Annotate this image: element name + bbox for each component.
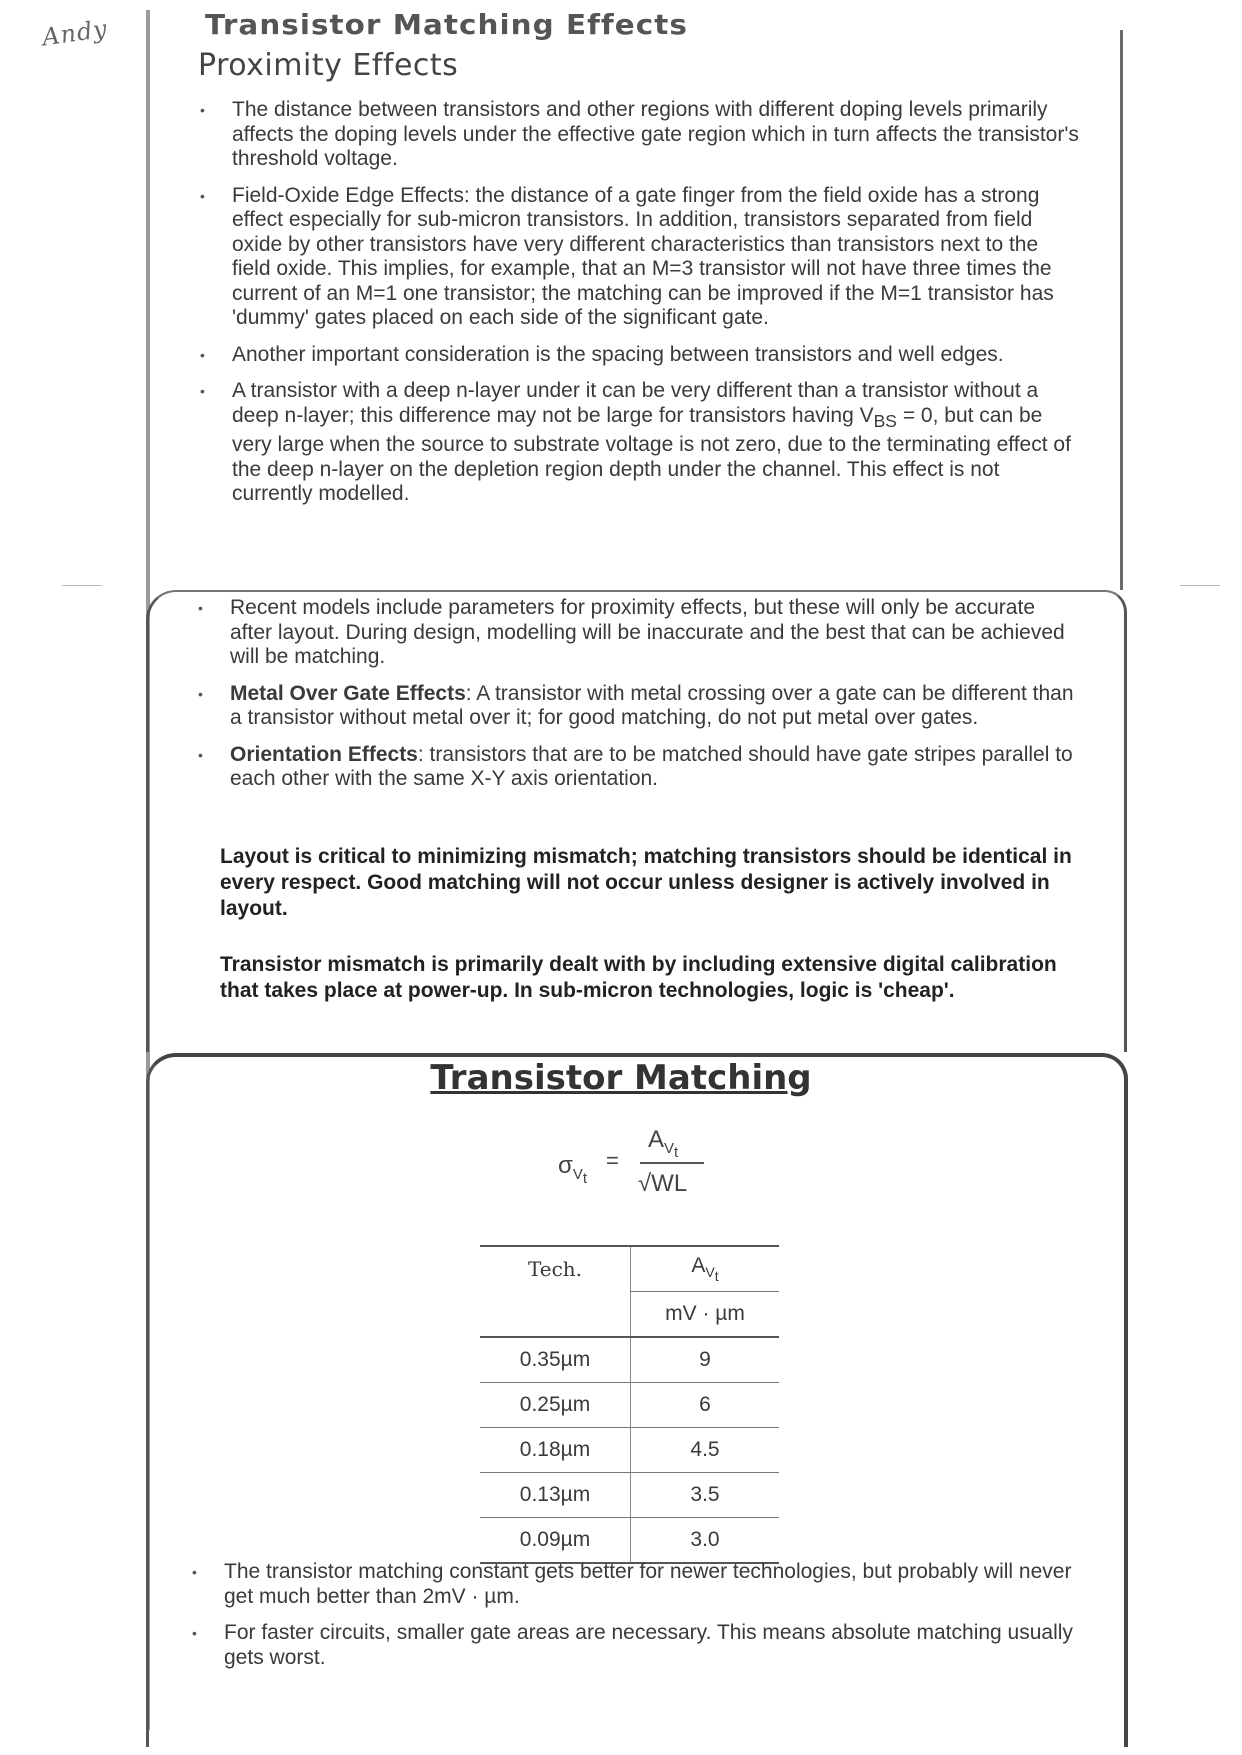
effects-bullets xyxy=(198,596,1078,804)
handwritten-note: Andy xyxy=(40,14,110,52)
proximity-bullets xyxy=(200,98,1080,519)
bullet-icon: • xyxy=(198,685,203,702)
header-tech: Tech. xyxy=(527,1257,583,1282)
table-row: 0.18µm 4.5 xyxy=(480,1428,779,1473)
header-av: $A_{V_t}$ xyxy=(631,1246,780,1292)
bullet-icon: • xyxy=(198,600,203,616)
fraction-bar xyxy=(640,1162,704,1164)
list-item: • Orientation Effects: transistors that are to be matched should have gate stripes parallel to each other with the same X-Y axis orientation. xyxy=(198,742,1073,790)
list-item: • Metal Over Gate Effects: A transistor with metal crossing over a gate can be different than a transistor without metal over it; for good matching, do not put metal over gates. xyxy=(198,681,1074,729)
table-row: 0.13µm 3.5 xyxy=(480,1473,779,1518)
scan-mark xyxy=(1180,585,1220,586)
list-item: • A transistor with a deep n-layer under it can be very different than a transistor without a deep n-layer; this difference may not be large for transistors having $V_{BS} = 0$, but can be very large when the source to substrate voltage is not zero, due to the terminating effect of the deep n-layer on the depletion region depth under the channel. This effect is not currently modelled. xyxy=(200,379,1071,506)
formula-equals: = xyxy=(606,1148,619,1173)
right-border-top xyxy=(1120,30,1123,590)
layout-paragraph: Layout is critical to minimizing mismatch; matching transistors should be identical in every respect. Good matching will not occur unless designer is actively involved in layout. xyxy=(220,845,1072,920)
table-unit-row xyxy=(480,1292,779,1338)
mismatch-formula xyxy=(540,1122,740,1202)
bullet-icon: • xyxy=(200,102,205,118)
bullet-icon: • xyxy=(200,383,205,399)
bullet-icon: • xyxy=(200,187,205,204)
transistor-matching-title: Transistor Matching xyxy=(430,1058,812,1098)
calibration-paragraph: Transistor mismatch is primarily dealt with by including extensive digital calibration that takes place at power-up. In sub-micron technologies, logic is 'cheap'. xyxy=(220,953,1057,1002)
formula-denominator: √WL xyxy=(638,1170,688,1197)
bullet-icon: • xyxy=(198,746,203,763)
table-header-row xyxy=(480,1246,779,1292)
formula-lhs: $\sigma_{V_t}$ xyxy=(558,1152,587,1187)
bullet-icon: • xyxy=(192,1625,197,1641)
matching-constant-table xyxy=(480,1245,779,1564)
list-item: • Field-Oxide Edge Effects: the distance of a gate finger from the field oxide has a strong effect especially for sub-micron transistors. In addition, transistors separated from field oxide by other transistors have very different characteristics than transistors next to the field oxide. This implies, for example, that an M=3 transistor will not have three times the current of an M=1 one transistor; the matching can be improved if the M=1 transistor has 'dummy' gates placed on each side of the significant gate. xyxy=(200,183,1054,329)
list-item: • Another important consideration is the spacing between transistors and well edges. xyxy=(200,342,1004,366)
conclusion-bullets xyxy=(192,1560,1092,1682)
list-item: • For faster circuits, smaller gate areas are necessary. This means absolute matching usually gets worst. xyxy=(192,1621,1073,1669)
section-title: Proximity Effects xyxy=(198,48,459,83)
list-item: • The distance between transistors and other regions with different doping levels primarily affects the doping levels under the effective gate region which in turn affects the transistor's threshold voltage. xyxy=(200,98,1079,170)
formula-numerator: $A_{V_t}$ xyxy=(648,1126,679,1161)
page-header: Transistor Matching Effects xyxy=(205,8,688,41)
bullet-icon: • xyxy=(200,346,205,363)
unit-cell: mV · µm xyxy=(631,1292,780,1338)
table-row: 0.09µm 3.0 xyxy=(480,1518,779,1564)
list-item: • The transistor matching constant gets better for newer technologies, but probably will never get much better than 2mV · µm. xyxy=(192,1560,1072,1608)
bullet-icon: • xyxy=(192,1564,197,1580)
list-item: • Recent models include parameters for proximity effects, but these will only be accurate after layout. During design, modelling will be inaccurate and the best that can be achieved will be matching. xyxy=(198,596,1065,668)
table-row: 0.25µm 6 xyxy=(480,1383,779,1428)
scan-mark xyxy=(62,585,102,586)
table-row: 0.35µm 9 xyxy=(480,1337,779,1383)
